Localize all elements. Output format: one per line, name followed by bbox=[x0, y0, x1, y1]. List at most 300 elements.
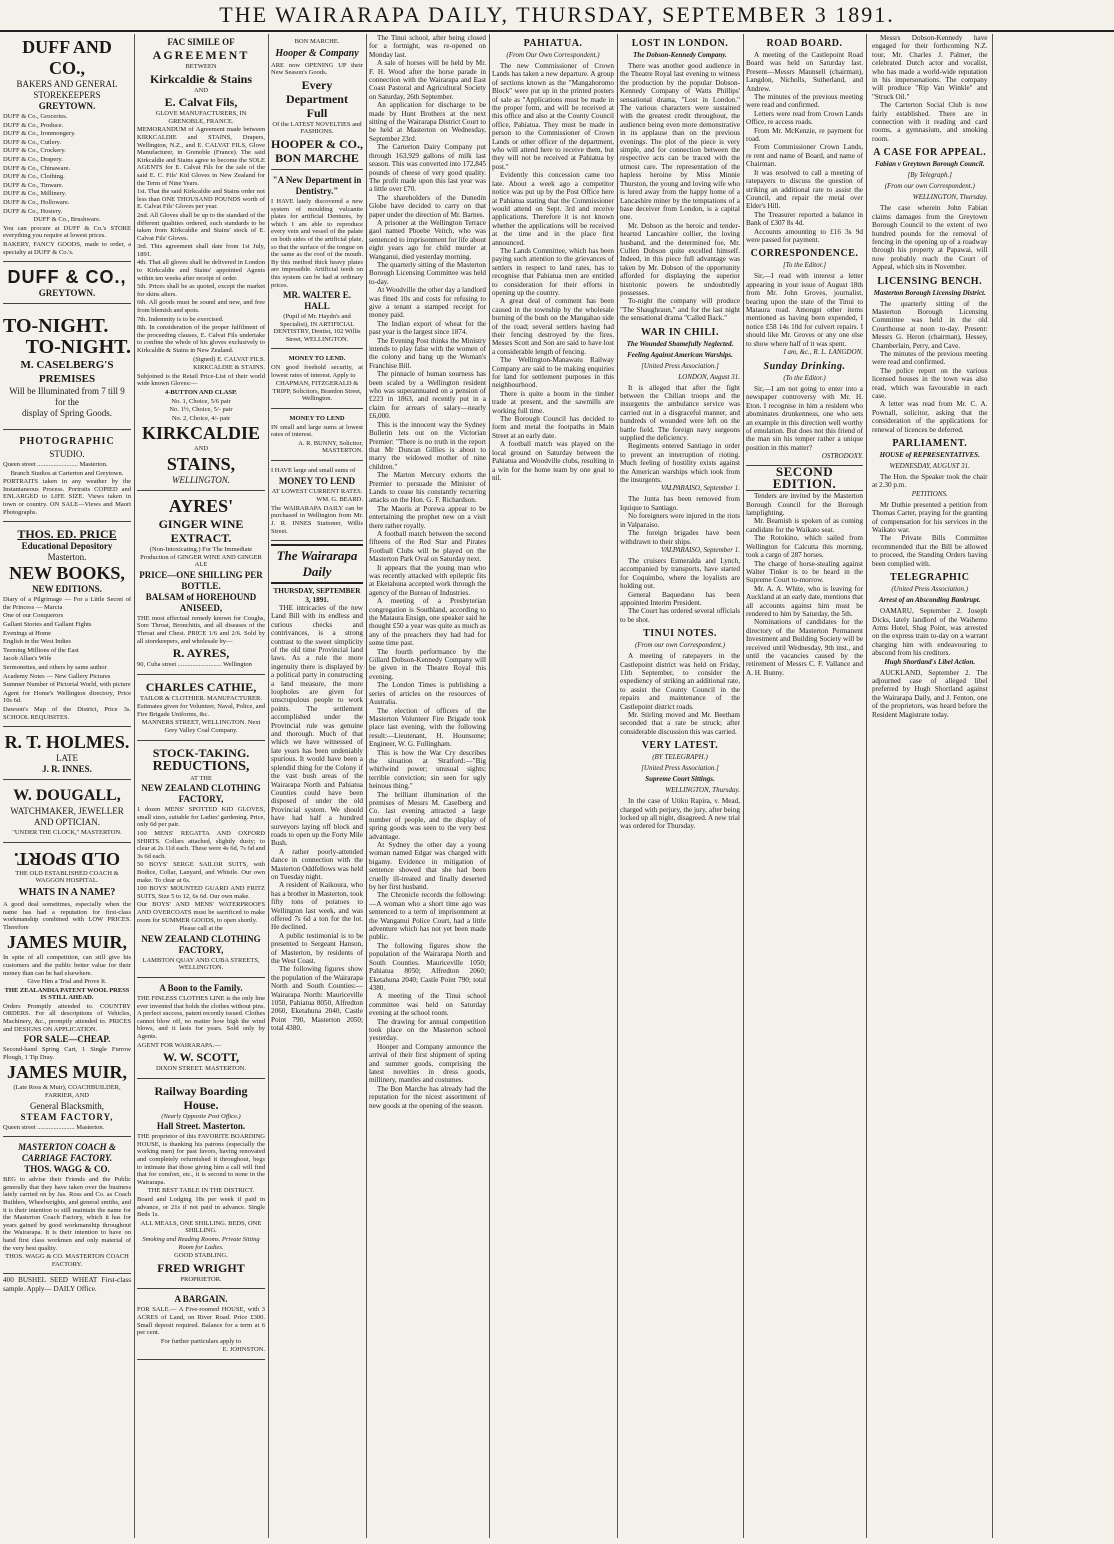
book-item: Teeming Millions of the East bbox=[3, 646, 79, 654]
fac-firm: Kirkcaldie & Stains bbox=[149, 71, 252, 86]
press-credit: [United Press Association.] bbox=[641, 764, 719, 773]
column-8 bbox=[866, 34, 1114, 1538]
nameplate-block bbox=[271, 544, 363, 584]
section-subheading: (To the Editor.) bbox=[783, 374, 826, 382]
duff2-town: GREYTOWN. bbox=[38, 288, 96, 299]
section-subheading: HOUSE of REPRESENTATIVES. bbox=[879, 451, 980, 460]
kirk-title: KIRKCALDIE bbox=[141, 423, 261, 444]
section-heading: SECOND EDITION. bbox=[746, 465, 863, 491]
boon-agent: AGENT FOR WAIRARAPA.— bbox=[137, 1041, 221, 1049]
news-item: The case wherein John Fabian claims damages from the Greytown Borough Council to the extent of two hundred pounds for the removal of fencing in the opening up of a roadway through his property at Papawai, will now probably reach the Court of Appeal, which sits in November. bbox=[872, 204, 988, 272]
news-item: The Treasurer reported a balance in Bank of £307 8s 4d. bbox=[746, 210, 863, 228]
fac-term: 2nd. All Gloves shall be up to the standard of the different qualities ordered, such standards to be taken from Kirkcaldie and Stains' stock of E. Calvat Fils' Gloves. bbox=[137, 211, 265, 242]
news-item: The Indian export of wheat for the past year is the largest since 1874. bbox=[369, 319, 486, 337]
muir-give: Give Him a Trial and Prove It. bbox=[27, 978, 107, 986]
dent-title: "A New Department in Dentistry." bbox=[272, 174, 362, 196]
news-item: The foreign brigades have been withdrawn to their ships. bbox=[620, 529, 740, 546]
balsam-body: THE most effectual remedy known for Coughs, Sore Throat, Bronchitis, and all diseases of the Throat and Chest. PRICE 1/6 and 2/6. Sold by all storekeepers, and wholesale by— bbox=[137, 614, 265, 645]
old-sport-heading: OLD SPORT. bbox=[13, 848, 121, 869]
letter-signature: I am, &c., R. L. LANGDON. bbox=[783, 348, 863, 356]
news-item: It appears that the young man who was recently attacked with epileptic fits at Eketahuna accepted work through the agency of the Bureau of Industries. bbox=[369, 563, 486, 597]
book-item: Sermonettes, and others by same author bbox=[3, 664, 107, 671]
duff-item: DUFF & Co., Ironmongery. bbox=[3, 130, 76, 138]
news-item: Mr. Stirling moved and Mr. Beetham seconded that a rate be struck; after considerable discussion this was carried. bbox=[620, 711, 740, 736]
fac-sign: (Signed) E. CALVAT FILS. bbox=[193, 355, 265, 363]
dateline: WEDNESDAY, AUGUST 31. bbox=[889, 462, 970, 471]
column-8-flow bbox=[872, 34, 1111, 1534]
section-heading: PAHIATUA. bbox=[523, 38, 583, 49]
fac-term: 3rd. This agreement shall date from 1st July, 1891. bbox=[137, 243, 265, 258]
dougall-name: W. DOUGALL, bbox=[13, 787, 121, 805]
section-heading: TELEGRAPHIC bbox=[890, 572, 970, 584]
news-item: The shareholders of the Dunedin Globe have decided to carry on that paper under the direction of Mr. Barnes. bbox=[369, 193, 486, 219]
news-item: A meeting of the Castlepoint Road Board was held on Saturday last. Present—Messrs Maunsell (chairman), Langdon, Nicholls, Sutherland, and Andrew. bbox=[746, 51, 863, 93]
masthead-title: THE WAIRARAPA DAILY, THURSDAY, SEPTEMBER 3 1891. bbox=[219, 2, 895, 27]
duff-note: BAKERY, FANCY GOODS, made to order, a specialty at DUFF & Co.'s. bbox=[3, 240, 131, 256]
nzc-item: Our BOYS' AND MENS' WATERPROOFS AND OVERCOATS must be sacrificed to make room for SUMMER GOODS, to open shortly. bbox=[137, 901, 265, 924]
forsale-body: Second-hand Spring Cart, 1 Single Furrow Plough, 1 Tip Dray. bbox=[3, 1046, 131, 1061]
news-item: Tenders are invited by the Masterton Borough Council for the Borough lamplighting. bbox=[746, 492, 863, 518]
photo-studio: STUDIO. bbox=[49, 449, 85, 460]
letter-signature: OSTRODOXY. bbox=[821, 452, 863, 461]
old-sport-sub: THE OLD ESTABLISHED COACH & WAGGON HOSPITAL. bbox=[15, 869, 119, 885]
press-credit: (United Press Association.) bbox=[891, 585, 969, 594]
section-subheading: Masterton Borough Licensing District. bbox=[873, 288, 986, 297]
kirk-town: WELLINGTON. bbox=[171, 474, 231, 485]
column-4 bbox=[366, 34, 489, 1538]
news-item: General Baquedano has been appointed Interim President. bbox=[620, 590, 740, 607]
muir2-late: (Late Ross & Muir), COACHBUILDER, FARRIER, AND bbox=[13, 1084, 121, 1100]
news-item: Hooper and Company announce the arrival of their first shipment of spring and summer goods, comprising the latest novelties in dress goods, millinery, mantles and costumes. bbox=[369, 1042, 486, 1085]
fac-calvat: E. Calvat Fils, bbox=[164, 95, 238, 110]
novelties: Of the LATEST NOVELTIES and FASHIONS. bbox=[272, 120, 362, 136]
news-item: It was resolved to call a meeting of ratepayers to discuss the question of striking an additional rate to assist the Council, and repair the metal over Elder's Hill. bbox=[746, 168, 863, 211]
section-heading: PARLIAMENT. bbox=[892, 438, 968, 450]
news-item: A football match between the second fifteens of the Red Star and Pirates Football Clubs will be played on the Masterton Park Oval on Saturday next. bbox=[369, 529, 486, 564]
fac-price: No. 1½, Choice, 5/- pair bbox=[169, 406, 233, 414]
duff-subtitle: BAKERS AND GENERAL STOREKEEPERS bbox=[16, 79, 118, 100]
cathie-trade: TAILOR & CLOTHIER. MANUFACTURER. bbox=[140, 694, 262, 702]
money2-name: A. R. BUNNY, Solicitor, MASTERTON. bbox=[298, 439, 363, 455]
fw-prop: PROPRIETOR. bbox=[180, 1275, 222, 1283]
section-heading: CORRESPONDENCE. bbox=[750, 248, 859, 260]
caselberg-title: M. CASELBERG'S PREMISES bbox=[20, 359, 114, 386]
news-item: A resident of Kaikoura, who has a brother in Masterton, took fifty tons of potatoes to Wellington last week, and was offered 7s 6d a ton for the lot. He declined. bbox=[271, 881, 363, 932]
kirk-stains: STAINS, bbox=[166, 453, 236, 474]
fac-agreement: AGREEMENT bbox=[152, 48, 250, 62]
news-item: The minutes of the previous meeting were read and confirmed. bbox=[872, 349, 988, 367]
book-item: Evenings at Home bbox=[3, 629, 52, 637]
section-subheading: [To the Editor.] bbox=[782, 261, 827, 270]
section-heading: A CASE FOR APPEAL. bbox=[873, 147, 987, 159]
duff-brushware: DUFF & Co., Brushware. bbox=[33, 216, 101, 224]
money-firm: CHAPMAN, FITZGERALD & TRIPP, Solicitors, Brandon Street, Wellington. bbox=[272, 380, 362, 403]
news-item: The charge of horse-stealing against Walter Tinker is to be heard in the Supreme Court to-morrow. bbox=[746, 559, 863, 585]
news-item: The following figures show the population of the Wairarapa North and South Counties. Mauriceville 1050; Pahiatua 8050; Alfredton 2060; Eketahuna 2040; Castle Point 790; total 4380. bbox=[369, 941, 486, 992]
every-department: Every Department bbox=[286, 77, 348, 106]
news-item: The quarterly sitting of the Masterton Borough Licensing Committee was held to-day. bbox=[369, 260, 486, 286]
duff-item: DUFF & Co., Tinware. bbox=[3, 181, 64, 189]
duff-item: DUFF & Co., Hosiery. bbox=[3, 207, 63, 215]
money2-title: MONEY TO LEND bbox=[289, 415, 345, 423]
fac-term: 5th. Prices shall be as quoted, except the market for skins alters. bbox=[137, 283, 265, 298]
news-item: The Bon Marche has already had the reputation for the nicest assortment of new goods at the opening of the season. bbox=[369, 1084, 486, 1110]
muir-orders: Orders Promptly attended to. COUNTRY ORDERS. For all descriptions of Vehicles, Machinery, &c., promptly attended to. PRICES and DESIGNS ON APPLICATION. bbox=[3, 1002, 131, 1033]
news-item: The Court has ordered several officials to be shot. bbox=[620, 607, 740, 624]
large-purchase: The WAIRARAPA DAILY can be purchased in Wellington from Mr. J. R. INNES Stationer, Willis Street. bbox=[271, 504, 363, 535]
nzc-name-2: NEW ZEALAND CLOTHING FACTORY, bbox=[141, 933, 261, 955]
money-title: MONEY TO LEND. bbox=[288, 355, 346, 363]
beard-advert bbox=[271, 463, 363, 541]
rail-title: Railway Boarding House. bbox=[154, 1083, 248, 1112]
reductions: REDUCTIONS, bbox=[152, 758, 250, 774]
masthead bbox=[0, 0, 1114, 32]
steam-factory: STEAM FACTORY, bbox=[20, 1111, 114, 1122]
news-item: AUCKLAND, September 2. The adjourned case of alleged libel preferred by Hugh Shortland against the Wairarapa Daily, and J. Fenton, one of the proprietors, was heard before the Resident Magistrate today. bbox=[872, 668, 988, 719]
news-item: A football match was played on the local ground on Saturday between the Pahiatua and Woodville clubs, resulting in a win for the home team by one goal to nil. bbox=[492, 440, 614, 482]
large-rates: AT LOWEST CURRENT RATES. bbox=[271, 487, 363, 495]
news-item: Messrs Dobson-Kennedy have engaged for their forthcoming N.Z. tour, Mr. Charles J. Palmer, the celebrated Dutch actor and vocalist, who has made a world-wide reputation in his impersonations. The company will produce "Rip Van Winkle" and "Struck Oil." bbox=[872, 34, 988, 101]
fac-price: 4-BUTTON AND CLASP. bbox=[164, 388, 238, 396]
ayres-address: 90, Cuba street ........................... Wellington bbox=[137, 661, 252, 669]
fac-term: 1st. That the said Kirkcaldie and Stains order not less than ONE THOUSAND POUNDS worth of E. Calvat Fils' Gloves per year. bbox=[137, 188, 265, 211]
book-item: Academy Notes — New Gallery Pictures bbox=[3, 672, 111, 680]
section-heading: ROAD BOARD. bbox=[766, 38, 843, 49]
duff-item: DUFF & Co., Chinaware. bbox=[3, 164, 71, 172]
press-credit: [By Telegraph.] bbox=[907, 171, 952, 180]
name-body: A good deal sometimes, especially when the name has had a reputation for first-class workmanship combined with LOW PRICES. Therefore bbox=[3, 900, 131, 931]
news-item: This is the innocent way the Sydney Bulletin lets out on the Victorian Premier: "There is no truth in the report that Mr Duncan Gillies is about to marry the widowed mother of nine children." bbox=[369, 420, 486, 471]
book-item: Summer Number of Pictorial World, with picture bbox=[3, 681, 131, 689]
column-5 bbox=[489, 34, 617, 1538]
news-item: The Wellington-Manawatu Railway Company are said to be making enquiries for land for settlement purposes in this neighbourhood. bbox=[492, 356, 614, 390]
bon-title: BON MARCHE. bbox=[294, 38, 340, 45]
duff-item: DUFF & Co., Groceries. bbox=[3, 113, 68, 120]
boon-advert bbox=[137, 980, 265, 1079]
hooper-advert bbox=[271, 34, 363, 170]
dentistry-advert bbox=[271, 172, 363, 350]
hooper-name-2: HOOPER & CO., bbox=[271, 136, 363, 151]
news-item: An application for discharge to be made by Hunt Brothers at the next sitting of the Wairarapa District Court to be held at Masterton on Wednesday, September 23rd. bbox=[369, 101, 486, 143]
ayres-ginger: GINGER WINE EXTRACT. bbox=[158, 516, 244, 545]
coach-title: MASTERTON COACH & CARRIAGE FACTORY. bbox=[18, 1142, 116, 1164]
price-advert bbox=[3, 524, 131, 727]
section-heading: TINUI NOTES. bbox=[643, 628, 717, 640]
section-subheading: PETITIONS. bbox=[911, 489, 948, 498]
fac-term: 4th. That all gloves shall be delivered in London to Kirkcaldie and Stains' appointed Agents within ten weeks after receipt of order. bbox=[137, 259, 265, 282]
fac-and: AND bbox=[193, 86, 209, 94]
fac-subjoined: Subjoined is the Retail Price-List of their world wide known Gloves:— bbox=[137, 372, 265, 388]
wagg-name: THOS. WAGG & CO. bbox=[24, 1164, 110, 1175]
fac-glove: GLOVE MANUFACTURERS, IN GRENOBLE, FRANCE. bbox=[155, 110, 247, 125]
price-depot: Educational Depository bbox=[21, 541, 113, 552]
column-3 bbox=[268, 34, 366, 1538]
boon-address: DIXON STREET. MASTERTON. bbox=[155, 1065, 246, 1073]
ayres-sub: (Non-Intoxicating.) For The Immediate Production of GINGER WINE AND GINGER ALE bbox=[140, 545, 262, 569]
news-item: Evidently this concession came too late. About a week ago a competitor notice was put up by the Post Office here at Pahiatua stating that the Commissioner would attend on Sept. 3rd and receive applications. Therefore it is not known whether the applications will be received at the time and in the place first announced. bbox=[492, 171, 614, 247]
news-item: A sale of horses will be held by Mr. F. H. Wood after the horse parade in connection with the Wairarapa and East Coast Pastoral and Agricultural Society on Saturday, 26th September. bbox=[369, 59, 486, 101]
tonight-heading: TO-NIGHT. bbox=[25, 336, 131, 359]
holmes-late: LATE bbox=[56, 753, 78, 764]
book-item: Diary of a Pilgrimage — For a Little Secret of the Princess — Marcia bbox=[3, 596, 131, 611]
books-sub: NEW EDITIONS. bbox=[32, 584, 102, 595]
news-item: It is alleged that after the fight between the Chilian troops and the insurgents the ambulance service was carried out in a disgraceful manner, and hundreds of wounded were left on the battle field. The foreign navy surgeons supplied the deficiency. bbox=[620, 383, 740, 443]
news-item: The London Times is publishing a series of articles on the resources of Australia. bbox=[369, 681, 486, 707]
nzc-address: LAMBTON QUAY AND CUBA STREETS, WELLINGTON. bbox=[142, 956, 260, 972]
dougall-sign: "UNDER THE CLOCK," MASTERTON. bbox=[12, 829, 122, 837]
hooper-name: Hooper & Company bbox=[275, 47, 359, 59]
ayres-advert bbox=[137, 493, 265, 675]
nzc-item: 100 BOYS' MOUNTED GUARD AND FRITZ SUITS, Size 5 to 12, 6s 6d. Our own make. bbox=[137, 885, 265, 900]
news-item: The Lands Committee, which has been paying such attention to the grievances of settlers in respect to land rates, has to recognise that Pahiatua men are entitled to consideration for their efforts in opening up the country. bbox=[492, 246, 614, 297]
photo-branch: Branch Studios at Carterton and Greytown. bbox=[10, 469, 124, 477]
price-town: Masterton. bbox=[47, 552, 87, 563]
news-item: Letters were read from Crown Lands Office, re access roads. bbox=[746, 109, 863, 127]
news-item: No foreigners were injured in the riots in Valparaiso. bbox=[620, 512, 740, 529]
books-agent: Agent for Home's Wellington directory, Price 10s 6d. bbox=[3, 689, 131, 705]
duff-item: DUFF & Co., Cutlery. bbox=[3, 138, 62, 146]
photo-body: PORTRAITS taken in any weather by the Instantaneous Process. Portraits COPIED and ENLARGED to LIFE SIZE. Views taken in town or country. ON SALE—Views and Maori Photographs. bbox=[3, 478, 131, 516]
news-item: The Carterton Social Club is now fairly established. There are in connection with it reading and card rooms, a gymnasium, and smoking room. bbox=[872, 101, 988, 143]
cathie-address: MANNERS STREET, WELLINGTON. Next Grey Valley Coal Company. bbox=[141, 719, 261, 735]
books-title: NEW BOOKS, bbox=[9, 563, 125, 584]
news-item: A public testimonial is to be presented to Sergeant Hanson, of Masterton, by residents of the West Coast. bbox=[271, 931, 363, 966]
section-heading: LOST IN LONDON. bbox=[631, 38, 729, 49]
wagg-advert bbox=[3, 1139, 131, 1274]
news-item: A prisoner at the Wellington Terrace gaol named Phoebe Veitch, who was sentenced to imprisonment for life about eight years ago for child murder at Wanganui, died yesterday morning. bbox=[369, 218, 486, 261]
muir-body: In spite of all competition, can still give his customers and the public better value for their money than can be had elsewhere. bbox=[3, 954, 131, 977]
news-item: To-night the company will produce "The Shaughraun," and for the last night the sensational drama "Called Back." bbox=[620, 297, 740, 323]
bargain-advert bbox=[137, 1291, 265, 1360]
nzc-call: Please call at the bbox=[179, 925, 223, 933]
book-item: Gallant Stories and Gallant Fights bbox=[3, 621, 92, 629]
duff-item: DUFF & Co., Drapery. bbox=[3, 155, 63, 163]
news-item: Mr. A. A. White, who is leaving for Auckland at an early date, mentions that all accounts against him must be rendered to him by Saturday, the 5th. bbox=[746, 584, 863, 618]
news-item: The Hon. the Speaker took the chair at 2.30 p.m. bbox=[872, 473, 988, 490]
duff-town: GREYTOWN. bbox=[38, 101, 96, 111]
money-body: ON good freehold security, at lowest rates of interest. Apply to bbox=[271, 364, 363, 379]
duff-item: DUFF & Co., Produce. bbox=[3, 121, 64, 129]
muir-name: JAMES MUIR, bbox=[7, 932, 127, 953]
dateline: WELLINGTON, Thursday. bbox=[912, 193, 988, 202]
photo-title: PHOTOGRAPHIC bbox=[19, 436, 115, 448]
duff-note: You can procure at DUFF & Co.'s STORE everything you require at lowest prices. bbox=[3, 224, 131, 240]
book-item: English in the West Indies bbox=[3, 638, 71, 646]
photo-address: Queen street ......................... Masterton. bbox=[3, 461, 108, 469]
large-title: MONEY TO LEND bbox=[278, 475, 356, 486]
duff2-title: DUFF & CO., bbox=[7, 267, 127, 288]
wagg-sign: THOS. WAGG & CO. MASTERTON COACH FACTORY. bbox=[5, 1253, 129, 1268]
news-item: Nominations of candidates for the directory of the Masterton Permanent Investment and Building Society will be received until Wednesday, 9th inst., and until the vacancies caused by the retirement of Messrs C. F. Vallance and A. H. Bunny. bbox=[746, 618, 863, 677]
bargain-title: A BARGAIN. bbox=[174, 1294, 228, 1305]
rail-stable: GOOD STABLING. bbox=[174, 1252, 228, 1260]
cathie-advert bbox=[137, 677, 265, 741]
nzc-item: 1 dozen MENS' SPOTTED KID GLOVES, small sizes, suitable for Ladies' gardening. Price, only 6d per pair. bbox=[137, 806, 265, 829]
news-item: A letter was read from Mr. C. A. Pownall, solicitor, asking that the consideration of the applications for renewal of licences be deferred. bbox=[872, 400, 988, 434]
bon-marche: BON MARCHE bbox=[275, 150, 359, 165]
section-subheading: (From our own Correspondent.) bbox=[634, 641, 726, 650]
news-item: The drawing for annual competition took place on the Masterton school yesterday. bbox=[369, 1017, 486, 1043]
book-item: Jacob Allan's Wife bbox=[3, 655, 52, 663]
news-item: OAMARU, September 2. Joseph Dicks, lately landlord of the Waihemo Arms Hotel, Shag Point, was arrested on the express train to-day on a warrant charging him with endeavouring to abscond from his creditors. bbox=[872, 607, 988, 658]
nzc-item: 100 MENS' REGATTA AND OXFORD SHIRTS. Collars attached, slightly dusty; to clear at 2s 11d each. These were 4s 6d, 7s 6d and 3s 6d each. bbox=[137, 830, 265, 860]
caselberg-sub: display of Spring Goods. bbox=[22, 408, 112, 419]
forsale-heading: FOR SALE—CHEAP. bbox=[23, 1034, 111, 1045]
news-item: The minutes of the previous meeting were read and confirmed. bbox=[746, 93, 863, 110]
duff-item: DUFF & Co., Holloware. bbox=[3, 198, 70, 206]
muir-advert bbox=[3, 845, 131, 1137]
news-item: At Sydney the other day a young woman named Edgar was charged with bigamy. Evidence in mitigation of sentence showed that she had been cruelly ill-treated and finally deserted by her first husband. bbox=[369, 841, 486, 892]
news-item: Mr. Dobson as the heroic and tender-hearted Lancashire collier, the loving husband, and the determined foe, Mr. Cullen Dobson quite excelled himself. Indeed, in this piece full advantage was taken by Mr. Dobson of the opportunity afforded for displaying the superior histrionic powers he undoubtedly possesses. bbox=[620, 221, 740, 297]
section-subheading: Hugh Shortland's Libel Action. bbox=[884, 657, 976, 666]
book-item: One of our Conquerors bbox=[3, 612, 64, 620]
section-subheading: The Wounded Shamefully Neglected. bbox=[626, 339, 734, 348]
at-the: AT THE bbox=[190, 774, 212, 782]
news-item: There is quite a boom in the timber trade at present, and the sawmills are working full time. bbox=[492, 389, 614, 415]
rail-sub: (Nearly Opposite Post Office.) bbox=[161, 1112, 241, 1120]
money2-advert bbox=[271, 411, 363, 461]
nzc-item: 50 BOYS' SERGE SAILOR SUITS, with Bodice, Collar, Lanyard, and Whistle. Our own make. To clear at 6s. bbox=[137, 861, 265, 884]
nameplate: The Wairarapa Daily bbox=[276, 548, 358, 580]
price-name: THOS. ED. PRICE bbox=[17, 527, 117, 542]
duff-advert bbox=[3, 34, 131, 262]
news-item: The new Commissioner of Crown Lands has taken a new departure. A group of sections known as the "Mangahoromo Block" were put up in the printed posters of sale as "Applications must be made in the proper form, and will be received at this office and also at the County Council office, Pahiatua. They must be made in person to the Commissioner of Crown Lands or other officer of the department, who will attend here to receive them, but they will not be received at Pahiatua by post." bbox=[492, 62, 614, 171]
bargain-apply: For further particulars apply to bbox=[160, 1337, 242, 1345]
dateline: THURSDAY, SEPTEMBER 3, 1891. bbox=[273, 587, 361, 604]
rail-board: Board and Lodging 18s per week if paid in advance, or 21s if not paid in advance. Single Beds 1s. bbox=[137, 1196, 265, 1219]
cathie-name: CHARLES CATHIE, bbox=[145, 679, 257, 694]
holmes-jr: J. R. INNES. bbox=[42, 764, 92, 775]
section-heading: Sunday Drinking. bbox=[763, 361, 846, 372]
rail-body: THE proprietor of this FAVORITE BOARDING HOUSE, is thanking his patrons (especially the working men) for past favors, having renovated and completely refurnished it throughout, begs to intimate that those giving him a call will find that for comfort, etc., it is second to none in the Wairarapa. bbox=[137, 1133, 265, 1186]
fac-price: No. 1, Choice, 5/6 pair bbox=[171, 397, 231, 405]
column-7 bbox=[743, 34, 866, 1538]
news-item: From Commissioner Crown Lands, re rent and name of Board, and name of Chairman. bbox=[746, 143, 863, 169]
rail-smoke: Smoking and Reading Rooms. Private Sitting Room for Ladies. bbox=[142, 1236, 260, 1251]
news-item: The police report on the various licensed houses in the town was also read, which was favourable in each case. bbox=[872, 366, 988, 400]
hooper-body: ARE now OPENING UP their New Season's Goods. bbox=[271, 61, 363, 77]
dateline: VALPARAISO, September 1. bbox=[660, 545, 740, 554]
wagg-body: BEG to advise their Friends and the Public generally that they have taken over the business lately carried on by Jas. Ross and Co. as Coach Builders, Wheelwrights, and general smiths, and it is their intention to still maintain the name for the Masterton Coach Factory, which it has for years gained by good workmanship throughout the Wairarapa. It is their intention to have on hand first class workmen and only material of the very best quality. bbox=[3, 1176, 131, 1252]
column-1 bbox=[0, 34, 134, 1538]
news-item: The Marton Mercury exhorts the Premier to persuade the Minister of Lands to cease his constantly recurring attacks on the Hon. G. F. Richardson. bbox=[369, 471, 486, 505]
news-item: The pinnacle of human sourness has been scaled by a Wellington resident who was superannuated on a pension of £223 in 1863, and recently put in a claim for arrears of salary—nearly £6,000. bbox=[369, 370, 486, 421]
bargain-body: FOR SALE.— A Five-roomed HOUSE, with 3 ACRES of Land, on River Road. Price £300. Small deposit required. Balance for a term at 6 per cent. bbox=[137, 1306, 265, 1337]
dateline: VALPARAISO, September 1. bbox=[660, 484, 740, 493]
rail-table: THE BEST TABLE IN THE DISTRICT. bbox=[147, 1187, 255, 1195]
dougall-trade: WATCHMAKER, JEWELLER AND OPTICIAN. bbox=[10, 806, 124, 828]
duff-item: DUFF & Co., Millinery. bbox=[3, 190, 67, 198]
ayres-name: R. AYRES, bbox=[172, 646, 230, 661]
ayres-price: PRICE—ONE SHILLING PER BOTTLE. bbox=[139, 569, 263, 591]
tonight-heading: TO-NIGHT. bbox=[3, 315, 109, 338]
bushel-advert: 400 BUSHEL SEED WHEAT First-class sample. Apply— DAILY Office. bbox=[3, 1276, 131, 1293]
news-item: In the case of Utiku Rapira, v. Mead, charged with perjury, the jury, after being locked up all night, disagreed. A new trial was ordered for Thursday. bbox=[620, 797, 740, 831]
news-item: The fourth performance by the Gillard Dobson-Kennedy Company will be given in the Theatre Royal this evening. bbox=[369, 647, 486, 681]
section-subheading: Fabian v Greytown Borough Council. bbox=[875, 160, 985, 169]
duff-title: DUFF AND CO., bbox=[22, 37, 112, 78]
tonight-advert bbox=[3, 306, 131, 430]
news-item: This is how the War Cry describes the situation at Stratford:—"Big whirlwind power; unusual sights; terrible conviction; sin seen for ugly heinous thing." bbox=[369, 748, 486, 791]
dent-trade: (Pupil of Mr. Haydn's and Specialist), IN ARTIFICIAL DENTISTRY, Dentist, 102 Willis Street, WELLINGTON. bbox=[273, 313, 361, 343]
news-item: Mr. Beamish is spoken of as coming candidate for the Waikato seat. bbox=[746, 517, 863, 534]
holmes-name: R. T. HOLMES. bbox=[4, 732, 130, 753]
news-item: The Rotokino, which sailed from Wellington for Calcutta this morning, took a cargo of 287 horses. bbox=[746, 534, 863, 560]
dent-name: MR. WALTER E. HALL bbox=[282, 290, 352, 312]
rail-meals: ALL MEALS, ONE SHILLING. BEDS, ONE SHILLING. bbox=[140, 1219, 262, 1235]
news-item: The following figures show the population of the Wairarapa North and South Counties:—Wairarapa North: Mauriceville 1050, Pahiatua 8050, Alfredton 2060, Eketahuna 2040, Castle Point 790, Masterton 2050; total 4380. bbox=[271, 965, 363, 1033]
news-item: A meeting of a Presbyterian congregation is Southland, according to the Mataura Ensign, one speaker said he thought £50 a year was quite as much as any of the preachers they had had for some time past. bbox=[369, 597, 486, 648]
holmes-advert bbox=[3, 729, 131, 780]
dateline: WELLINGTON, Thursday. bbox=[665, 786, 740, 795]
muir2-trade: General Blacksmith, bbox=[30, 1100, 104, 1111]
duff-item: DUFF & Co., Crockery. bbox=[3, 147, 66, 155]
news-item: There was another good audience in the Theatre Royal last evening to witness the production by the popular Dobson-Kennedy Company of Watts Phillips' sensational drama, "Lost in London." The various characters were sustained with the greatest credit throughout, the audience being even more demonstrative in its applause than on the previous evenings. The plot of the piece is very simple, and for connection between the respective acts can be traced with the utmost care. The representation of the hapless heroine by Miss Minnie Thurston, the young and loving wife who is lured away from the happy home of a Lancashire miner by the temptations of a base deceiver from London, is a capital one. bbox=[620, 62, 740, 222]
section-subheading: Supreme Court Sittings. bbox=[645, 775, 715, 784]
books-almanac: Dawson's Map of the District, Price 3s. SCHOOL REQUISITES. bbox=[3, 705, 131, 721]
full: Full bbox=[306, 105, 328, 120]
fac-sign: KIRKCALDIE & STAINS. bbox=[193, 364, 265, 372]
news-item: The election of officers of the Masterton Volunteer Fire Brigade took place last evening, with the following result:—Lieutenant, H. Hounsome; Engineer, W. G. Fullingham. bbox=[369, 706, 486, 749]
duff-item: DUFF & Co., Clothing. bbox=[3, 173, 65, 181]
news-item: A meeting of ratepayers in the Castlepoint district was held on Friday, 11th September, to consider the expediency of striking an additional rate, to assist the County Council in the repairs and maintenance of the Castlepoint district roads. bbox=[620, 652, 740, 711]
bargain-name: E. JOHNSTON. bbox=[222, 1346, 265, 1354]
news-item: Mr Duthie presented a petition from Thomas Carter, praying for the granting of compensation for his services in the Waikato war. bbox=[872, 500, 988, 535]
section-heading: VERY LATEST. bbox=[641, 740, 719, 752]
name-question: WHATS IN A NAME? bbox=[18, 886, 116, 898]
news-item: The Evening Post thinks the Ministry intends to play false with the women of the colony and hang up the Woman's Franchise Bill. bbox=[369, 336, 486, 370]
large-name: WM. G. BEARD. bbox=[316, 496, 363, 504]
news-item: The Chronicle records the following:—A woman who a short time ago was sentenced to a term of imprisonment at the Wanganui Police Court, had a little adventure which has not yet been made public. bbox=[369, 891, 486, 942]
section-subheading: Feeling Against American Warships. bbox=[627, 350, 733, 359]
news-item: From Mr. McKenzie, re payment for road. bbox=[746, 126, 863, 144]
section-subheading: (From our own Correspondent.) bbox=[884, 182, 975, 191]
kirk-and: AND bbox=[193, 445, 209, 453]
fac-term: 6th. All goods must be sound and new, and free from blemish and spots. bbox=[137, 299, 265, 315]
boon-body: THE FINLESS CLOTHES LINE is the only line ever invented that holds the clothes without pins. A perfect success, patent recently issued. Clothes cannot blow off, no matter how high the wind blows, and it lasts for years. Sold only by Agents. bbox=[137, 994, 265, 1040]
photo-advert bbox=[3, 432, 131, 522]
stock-title: STOCK-TAKING. bbox=[152, 745, 250, 760]
section-heading: WAR IN CHILI. bbox=[641, 326, 719, 338]
press-credit: [United Press Association.] bbox=[641, 361, 719, 370]
news-item: Regiments entered Santiago in order to prevent an interruption of rioting. Much feeling of hostility exists against the American warships which took from the insurgents. bbox=[620, 442, 740, 485]
news-item: The brilliant illumination of the premises of Messrs M. Caselberg and Co. last evening attracted a large number of people, and the display of spring goods was seen to the very best advantage. bbox=[369, 790, 486, 841]
section-subheading: (BY TELEGRAPH.) bbox=[652, 753, 708, 762]
fw-name: FRED WRIGHT bbox=[157, 1260, 245, 1275]
news-item: A great deal of comment has been caused in the township by the wholesale burning of the bush on the Mangahao side of the road; several settlers having had their fencing destroyed by the fires. Messrs Scott and Son are said to have lost a considerable length of fencing. bbox=[492, 297, 614, 356]
leader: THE intricacies of the new Land Bill with its endless and curious checks and contrivances, is a strong contrast to the sweet simplicity of the old time Provincial land laws. As a rule the more ingenuity there is displayed by a political party in constructing a land measure, the more loopholes are given for unscrupulous people to work points. The settlement accomplished under the Provincial rule was genuine and thorough. Much of that which we have witnessed of late years has been undeniably spurious. It would have been a splendid thing for the Colony if the vast bush areas of the Wairarapa North and Pahiatua Counties could have been disposed of under the old Provincial system. We should have had half a hundred surveyors laying off block and roads to open up the Forty Mile Bush. bbox=[271, 603, 363, 848]
news-item: Accounts amounting to £16 3s 9d were passed for payment. bbox=[746, 227, 863, 244]
section-subheading: (From Our Own Correspondent.) bbox=[506, 51, 600, 59]
wool-press: THE ZEALANDIA PATENT WOOL PRESS IS STILL AHEAD. bbox=[4, 986, 130, 1002]
rail-street: Hall Street. Masterton. bbox=[156, 1121, 246, 1132]
ayres-title: AYRES' bbox=[168, 495, 234, 516]
money-advert bbox=[271, 351, 363, 409]
news-item: The Maoris at Porewa appear to be entertaining the prophet new on a visit there rather royally. bbox=[369, 504, 486, 530]
duff2-advert bbox=[3, 264, 131, 304]
dateline: LONDON, August 31. bbox=[678, 372, 740, 381]
facsimile-advert bbox=[137, 34, 265, 491]
news-item: A rather poorly-attended dance in connection with the Masterton Oddfellows was held on Tuesday night. bbox=[271, 847, 363, 881]
section-subheading: Arrest of an Absconding Bankrupt. bbox=[879, 596, 981, 605]
section-heading: LICENSING BENCH. bbox=[877, 275, 983, 287]
letter-body: Sir,—I read with interest a letter appearing in your issue of August 18th from Mr. John Groves, journalist, bearing upon the state of the Tinui to Mataura road. Amongst other items mentioned as having been expended, I notice £58 14s 10d for culvert repairs. I should like Mr. Groves or any one else to show where half of it was spent. bbox=[746, 272, 863, 348]
steam-address: Queen street ....................... Masterton. bbox=[3, 1123, 105, 1131]
fac-body: MEMORANDUM of Agreement made between KIRKCALDIE and STAINS, Drapers, Wellington, N.Z., and E. CALVAT FILS, Glove Manufacturer, in Grenoble (France). The said Kirkcaldie and Stains agree to become the SOLE AGENTS for E. Calvat Fils for the sale of the said E. C. Fils' Kid Gloves in New Zealand for the Term of Nine Years. bbox=[137, 126, 265, 187]
news-item: At Woodville the other day a landlord was fined 10s and costs for refusing to give a tenant a stamped receipt for money paid. bbox=[369, 286, 486, 320]
letter-body: Sir,—I am not going to enter into a newspaper controversy with Mr. H. Eton. I recognise in him a resident who abominates drunkenness, one who sets an example in this direction well worthy of emulation. But does not this friend of the man sin his temper rather a unique position in this matter? bbox=[746, 385, 863, 452]
large-body: I HAVE large and small sums of bbox=[271, 467, 356, 474]
